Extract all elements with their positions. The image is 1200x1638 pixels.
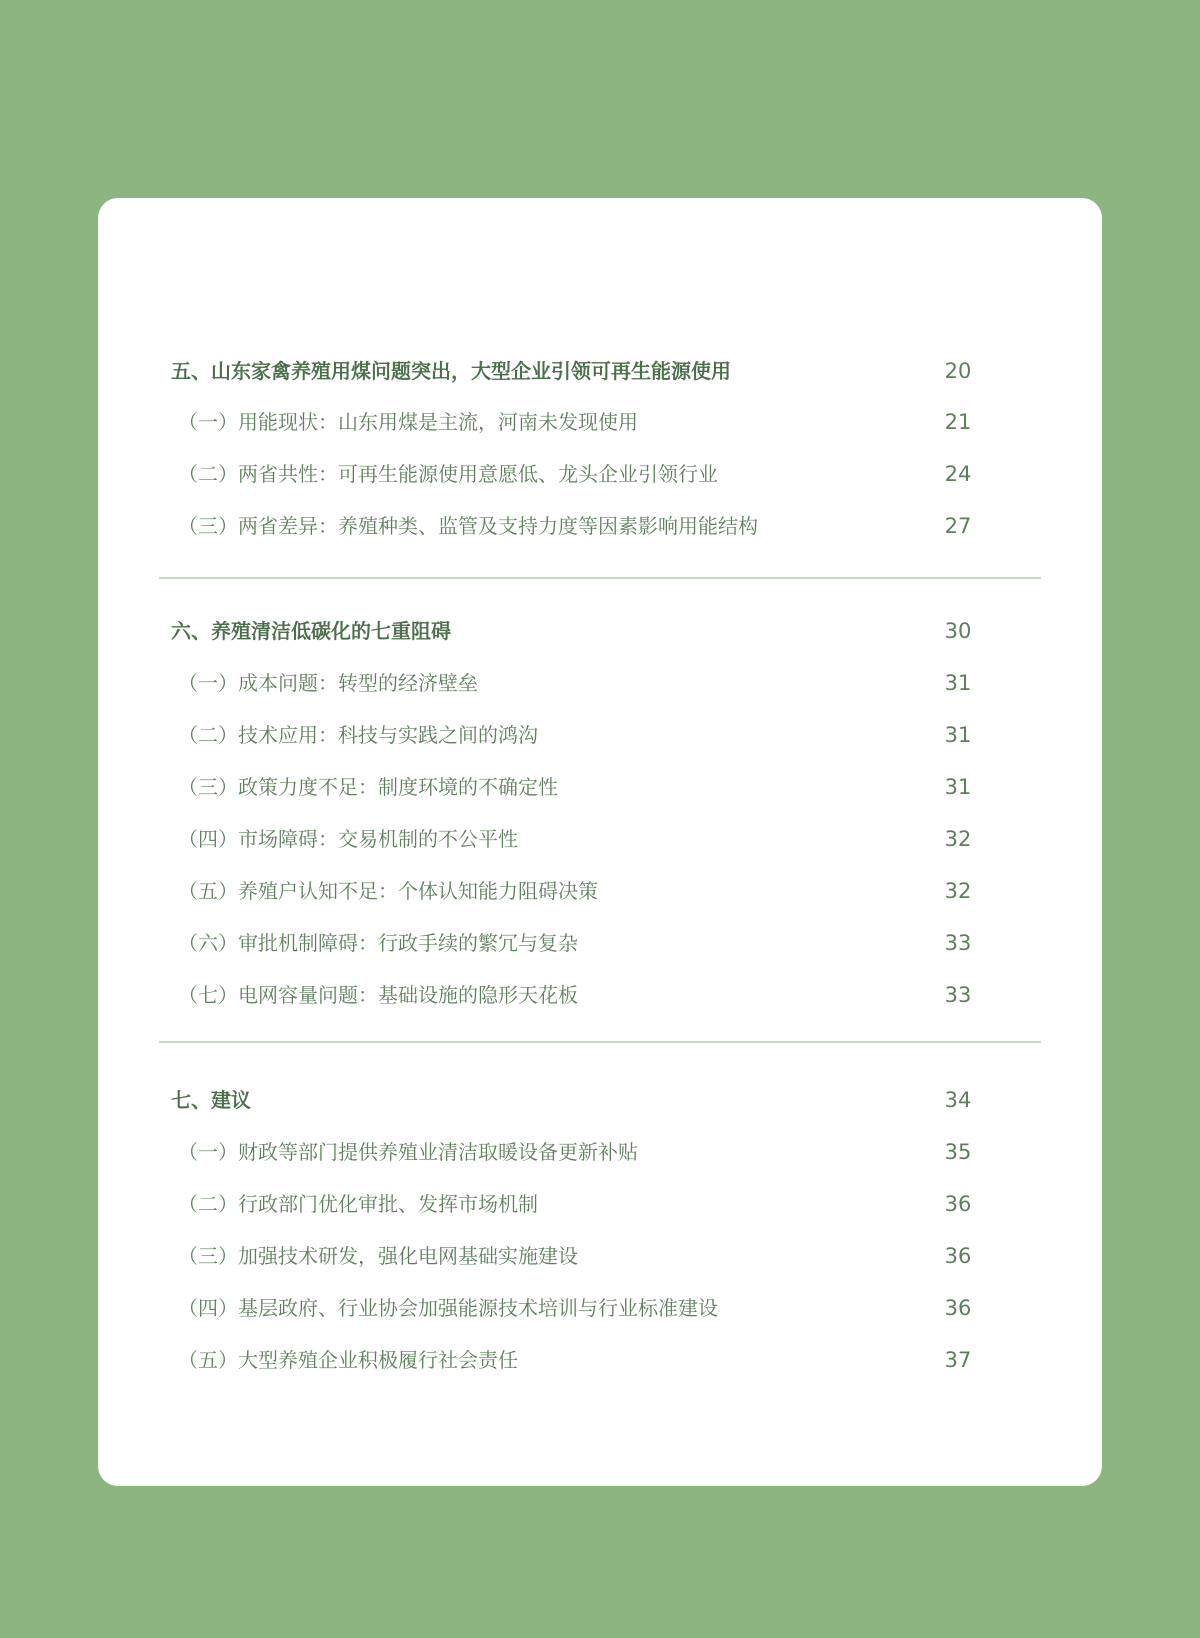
toc-entry[interactable] <box>98 405 1102 439</box>
toc-entry[interactable] <box>98 874 1102 908</box>
toc-entry[interactable] <box>98 1291 1102 1325</box>
toc-page-number: 32 <box>944 879 972 903</box>
toc-page-number: 21 <box>944 410 972 434</box>
toc-entry[interactable] <box>98 1187 1102 1221</box>
toc-page-number: 37 <box>944 1348 972 1372</box>
toc-entry-title: （四）市场障碍：交易机制的不公平性 <box>178 827 518 851</box>
toc-entry-title: （五）养殖户认知不足：个体认知能力阻碍决策 <box>178 879 598 903</box>
toc-page-number: 33 <box>944 983 972 1007</box>
toc-page-number: 32 <box>944 827 972 851</box>
toc-entry-title: （二）行政部门优化审批、发挥市场机制 <box>178 1192 538 1216</box>
section-divider <box>159 1041 1041 1043</box>
toc-entry-title: （一）用能现状：山东用煤是主流，河南未发现使用 <box>178 410 638 434</box>
toc-entry-title: （三）政策力度不足：制度环境的不确定性 <box>178 775 558 799</box>
toc-section-title: 七、建议 <box>171 1088 251 1112</box>
toc-page-number: 36 <box>944 1192 972 1216</box>
toc-page-number: 35 <box>944 1140 972 1164</box>
toc-entry[interactable] <box>98 926 1102 960</box>
toc-entry-title: （一）成本问题：转型的经济壁垒 <box>178 671 478 695</box>
toc-entry-title: （三）加强技术研发，强化电网基础实施建设 <box>178 1244 578 1268</box>
toc-entry-title: （七）电网容量问题：基础设施的隐形天花板 <box>178 983 578 1007</box>
toc-entry-title: （二）两省共性：可再生能源使用意愿低、龙头企业引领行业 <box>178 462 718 486</box>
toc-section-5[interactable] <box>98 354 1102 388</box>
toc-page-number: 31 <box>944 723 972 747</box>
toc-page-number: 20 <box>944 359 972 383</box>
toc-page-number: 24 <box>944 462 972 486</box>
toc-entry[interactable] <box>98 822 1102 856</box>
toc-section-6[interactable] <box>98 614 1102 648</box>
toc-entry-title: （五）大型养殖企业积极履行社会责任 <box>178 1348 518 1372</box>
toc-page-number: 31 <box>944 775 972 799</box>
toc-entry-title: （二）技术应用：科技与实践之间的鸿沟 <box>178 723 538 747</box>
toc-entry[interactable] <box>98 718 1102 752</box>
toc-entry[interactable] <box>98 1135 1102 1169</box>
section-divider <box>159 577 1041 579</box>
toc-section-7[interactable] <box>98 1083 1102 1117</box>
toc-page-number: 30 <box>944 619 972 643</box>
toc-page-number: 34 <box>944 1088 972 1112</box>
toc-section-title: 五、山东家禽养殖用煤问题突出，大型企业引领可再生能源使用 <box>171 359 731 383</box>
toc-entry-title: （三）两省差异：养殖种类、监管及支持力度等因素影响用能结构 <box>178 514 758 538</box>
toc-entry[interactable] <box>98 509 1102 543</box>
toc-entry[interactable] <box>98 1343 1102 1377</box>
toc-page-number: 36 <box>944 1244 972 1268</box>
toc-entry-title: （四）基层政府、行业协会加强能源技术培训与行业标准建设 <box>178 1296 718 1320</box>
toc-card <box>98 198 1102 1486</box>
toc-entry-title: （六）审批机制障碍：行政手续的繁冗与复杂 <box>178 931 578 955</box>
toc-page-number: 33 <box>944 931 972 955</box>
toc-entry[interactable] <box>98 666 1102 700</box>
toc-entry[interactable] <box>98 978 1102 1012</box>
toc-page-number: 31 <box>944 671 972 695</box>
toc-section-title: 六、养殖清洁低碳化的七重阻碍 <box>171 619 451 643</box>
toc-entry[interactable] <box>98 1239 1102 1273</box>
toc-page-number: 27 <box>944 514 972 538</box>
toc-entry[interactable] <box>98 457 1102 491</box>
toc-page-number: 36 <box>944 1296 972 1320</box>
toc-entry[interactable] <box>98 770 1102 804</box>
toc-entry-title: （一）财政等部门提供养殖业清洁取暖设备更新补贴 <box>178 1140 638 1164</box>
